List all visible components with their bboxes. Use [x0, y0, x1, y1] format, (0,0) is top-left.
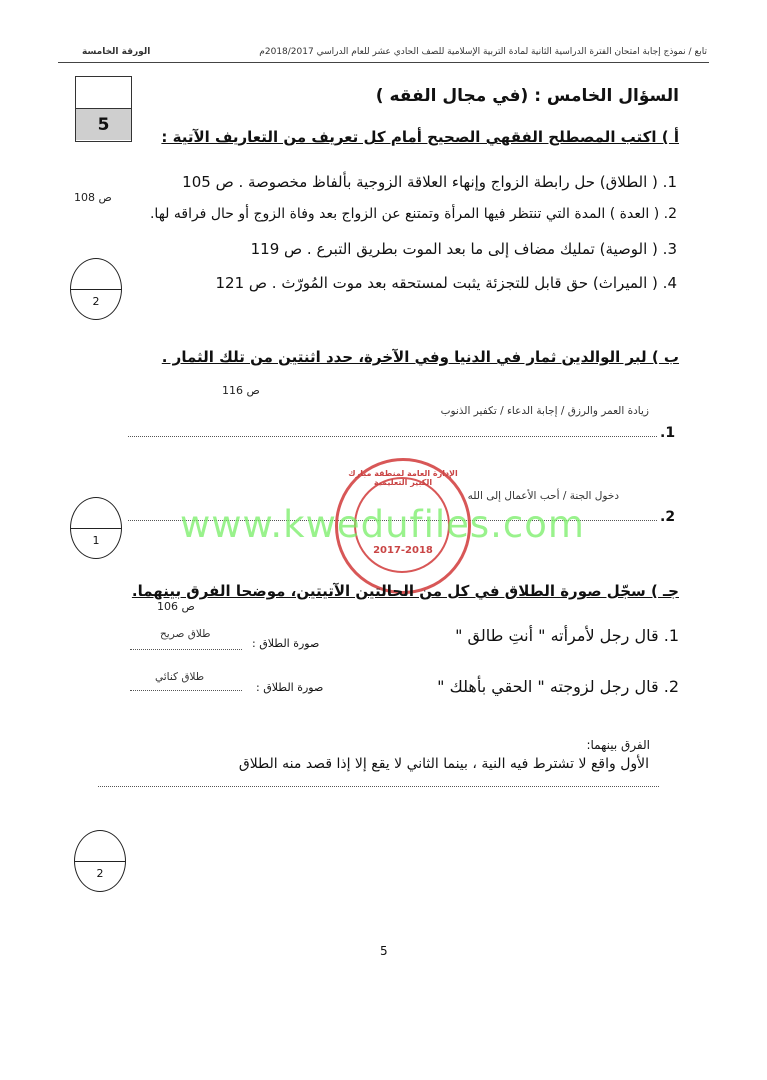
part-b-number-1: .1 [660, 425, 676, 441]
item-text: ( العدة ) المدة التي تنتظر فيها المرأة وتمتنع عن الزواج بعد وفاة الزوج أو حال فراقه لها. [149, 206, 660, 222]
item-number: 2. [663, 206, 677, 222]
part-a-item-4 [215, 274, 677, 292]
part-b-line-1 [128, 436, 657, 437]
header-divider [58, 62, 709, 63]
part-a-heading [161, 128, 679, 146]
part-a-score-circle [70, 258, 122, 320]
part-b-score-circle [70, 497, 122, 559]
part-b-answer-1: زيادة العمر والرزق / إجابة الدعاء / تكفير الذنوب [440, 405, 649, 417]
score-box [75, 76, 132, 142]
part-c-score-circle [74, 830, 126, 892]
part-b-page-ref: ص 116 [222, 384, 260, 397]
watermark: www.kwedufiles.com [180, 503, 585, 546]
part-b-heading [162, 348, 679, 366]
part-a-item-3 [251, 240, 677, 258]
part-c-case-2: 2. قال رجل لزوجته " الحقي بأهلك " [437, 677, 679, 696]
exam-header-subtitle: تابع / نموذج إجابة امتحان الفترة الدراسية الثانية لمادة التربية الإسلامية للصف الحادي عشر للعام الدراسي 2018/2017م [259, 47, 707, 57]
score-box-value: 5 [76, 109, 131, 140]
part-a-item-2 [150, 206, 677, 222]
part-b-heading-text: ب ) لبر الوالدين ثمار في الدنيا وفي الآخرة، حدد اثنتين من تلك الثمار . [161, 348, 679, 366]
part-c-line-2 [130, 690, 242, 691]
part-c-form-label-2: صورة الطلاق : [256, 681, 324, 694]
part-c-diff-line [98, 786, 659, 787]
page-number: 5 [380, 944, 388, 958]
part-c-heading-text: جـ ) سجّل صورة الطلاق في كل من الحالتين الآتيتين، موضحا الفرق بينهما. [131, 582, 679, 600]
part-c-line-1 [130, 649, 242, 650]
part-c-form-label-1: صورة الطلاق : [252, 637, 320, 650]
part-a-score: 2 [92, 295, 100, 308]
item-number: 3. [662, 240, 677, 258]
question-title: السؤال الخامس : (في مجال الفقه ) [375, 86, 679, 106]
part-c-case-1: 1. قال رجل لأمرأته " أنتِ طالق " [455, 626, 679, 645]
part-a-item-1 [182, 173, 677, 191]
part-c-diff-answer: الأول واقع لا تشترط فيه النية ، بينما الثاني لا يقع إلا إذا قصد منه الطلاق [238, 756, 649, 772]
part-c-score: 2 [96, 867, 104, 880]
item-text: ( الوصية) تمليك مضاف إلى ما بعد الموت بطريق التبرع . ص 119 [250, 240, 658, 258]
item-text: ( الميراث) حق قابل للتجزئة يثبت لمستحقه بعد موت المُورّث . ص 121 [215, 274, 658, 292]
part-c-answer-2: طلاق كنائي [155, 671, 205, 683]
score-box-empty-cell [76, 77, 131, 109]
part-c-answer-1: طلاق صريح [160, 628, 211, 640]
part-a-heading-text: أ ) اكتب المصطلح الفقهي الصحيح أمام كل تعريف من التعاريف الآتية : [161, 128, 679, 146]
part-b-score: 1 [92, 534, 100, 547]
item-number: 1. [662, 173, 677, 191]
stamp-year: 2017-2018 [373, 545, 433, 556]
sheet-label: الورقة الخامسة [82, 47, 151, 57]
part-b-answer-2: دخول الجنة / أحب الأعمال إلى الله [467, 490, 619, 502]
item-text: ( الطلاق) حل رابطة الزواج وإنهاء العلاقة الزوجية بألفاظ مخصوصة . ص 105 [182, 173, 658, 191]
item-number: 4. [662, 274, 677, 292]
part-c-page-ref: ص 106 [157, 600, 195, 613]
part-b-number-2: .2 [660, 509, 676, 525]
part-c-heading [132, 582, 679, 600]
stamp-text: الإدارة العامة لمنطقة مبارك الكبير التعليمية [348, 469, 458, 487]
part-c-diff-label: الفرق بينهما: [586, 738, 650, 752]
part-a-page-ref-108: ص 108 [74, 191, 112, 204]
